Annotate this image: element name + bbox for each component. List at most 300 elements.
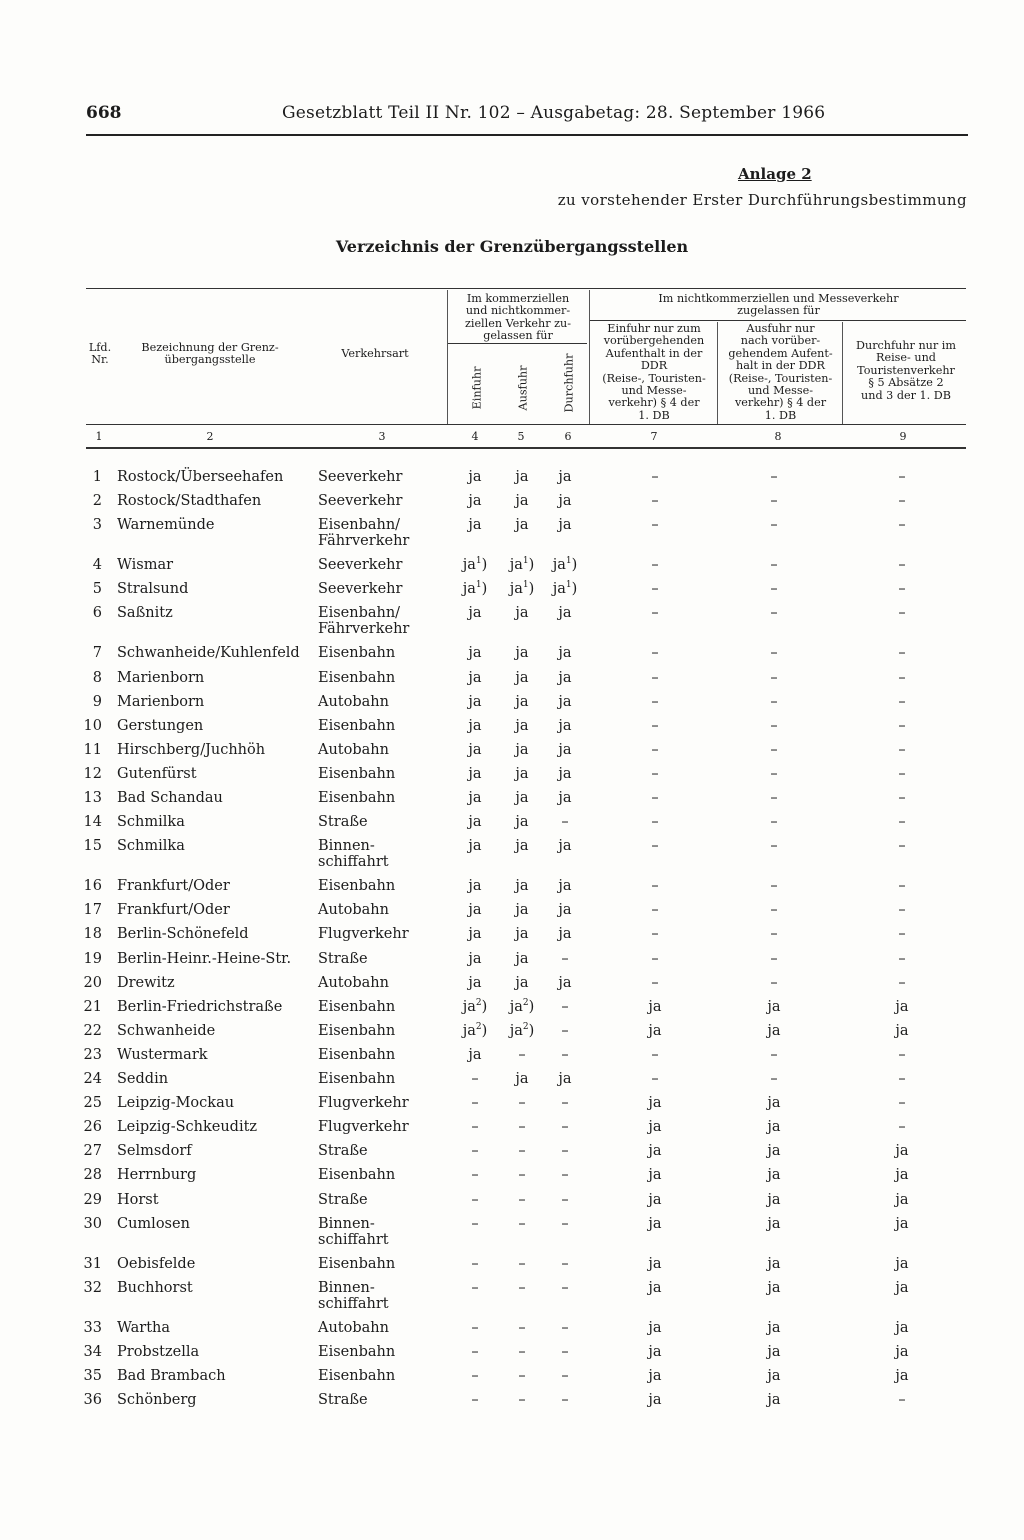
column-number: 6 [564, 430, 572, 443]
cell-9: ja [895, 1319, 909, 1336]
cell-8: ja [767, 1022, 781, 1039]
traffic-type-line: Autobahn [318, 974, 389, 991]
cell-9: ja [895, 1215, 909, 1232]
cell-4: ja [468, 838, 482, 855]
crossing-name: Horst [117, 1191, 159, 1208]
cell-8: ja [767, 1095, 781, 1112]
traffic-type-line: Fährverkehr [318, 621, 410, 638]
cell-4: ja [468, 926, 482, 943]
crossing-name: Wartha [117, 1319, 171, 1336]
header-line: nach vorüber- [740, 334, 821, 348]
cell-6: ja [558, 645, 572, 662]
header-line: Im nichtkommerziellen und Messeverkehr [658, 292, 899, 305]
traffic-type-line: Straße [318, 1392, 368, 1408]
header-line: 1. DB [764, 408, 797, 422]
column-number-rule [86, 447, 966, 449]
table-row [0, 1143, 1024, 1167]
header-bezeichnung [115, 342, 305, 367]
cell-8: – [770, 645, 778, 662]
crossing-name: Wustermark [117, 1046, 208, 1063]
traffic-type-line: Seeverkehr [318, 469, 403, 485]
table-row [0, 878, 1024, 902]
cell-8: ja [767, 1343, 781, 1360]
traffic-type-line: Binnen- [318, 838, 375, 855]
traffic-type-line: Eisenbahn [318, 1367, 396, 1384]
traffic-type [318, 581, 402, 597]
table-row [0, 902, 1024, 926]
column-number: 5 [517, 430, 525, 443]
cell-6: ja [558, 693, 572, 710]
row-number: 14 [83, 814, 102, 831]
crossing-name: Wismar [117, 557, 174, 574]
crossing-name: Marienborn [117, 669, 205, 686]
crossing-name: Schmilka [117, 838, 185, 855]
cell-6: ja [558, 741, 572, 758]
vrule [447, 290, 448, 424]
cell-6: ja [558, 1071, 572, 1087]
traffic-type [318, 1344, 395, 1360]
cell-4: ja [468, 493, 482, 510]
cell-8: ja [767, 1143, 781, 1160]
traffic-type [318, 878, 395, 894]
table-row [0, 926, 1024, 950]
header-line: Touristenverkehr [857, 363, 955, 377]
cell-6: – [561, 1143, 569, 1160]
cell-6: – [561, 1119, 569, 1136]
cell-4: ja [468, 765, 482, 782]
cell-5: – [518, 1367, 526, 1384]
header-line: Einfuhr nur zum [607, 322, 701, 335]
cell-5: – [518, 1143, 526, 1160]
cell-4: ja [468, 741, 482, 758]
cell-9: – [898, 1392, 906, 1408]
crossing-name: Buchhorst [117, 1279, 193, 1296]
row-number: 13 [83, 790, 102, 806]
cell-8: ja [767, 1215, 781, 1232]
cell-8: – [770, 878, 778, 895]
cell-4: ja [468, 469, 482, 485]
cell-7: – [651, 581, 659, 598]
cell-5: ja [515, 517, 529, 534]
header-group-commercial [449, 293, 587, 343]
header-line: § 5 Absätze 2 [868, 376, 944, 390]
cell-7: ja [648, 998, 662, 1015]
cell-7: – [651, 814, 659, 831]
crossing-name: Warnemünde [117, 517, 215, 534]
cell-7: ja [648, 1279, 662, 1296]
crossing-name: Herrnburg [117, 1167, 197, 1184]
traffic-type-line: Eisenbahn [318, 878, 396, 895]
cell-8: – [770, 814, 778, 831]
cell-4: – [471, 1215, 479, 1232]
cell-4: ja [468, 605, 482, 622]
cell-6: ja [558, 765, 572, 782]
traffic-type-line: schiffahrt [318, 1231, 389, 1248]
cell-7: – [651, 790, 659, 806]
table-row [0, 1119, 1024, 1143]
traffic-type-line: Autobahn [318, 1319, 389, 1336]
traffic-type [318, 838, 389, 870]
traffic-type-line: Autobahn [318, 741, 389, 758]
cell-7: – [651, 1046, 659, 1063]
cell-5: – [518, 1392, 526, 1408]
cell-7: ja [648, 1343, 662, 1360]
cell-8: ja [767, 1279, 781, 1296]
table-row [0, 581, 1024, 605]
row-number: 7 [92, 645, 102, 662]
cell-9: – [898, 950, 906, 967]
traffic-type-line: Eisenbahn [318, 717, 396, 734]
traffic-type-line: Straße [318, 1191, 368, 1208]
cell-6: – [561, 1279, 569, 1296]
table-row [0, 814, 1024, 838]
cell-5: – [518, 1319, 526, 1336]
crossing-name: Cumlosen [117, 1215, 190, 1232]
cell-8: ja [767, 1167, 781, 1184]
cell-7: ja [648, 1022, 662, 1039]
traffic-type-line: Straße [318, 814, 368, 831]
table-row [0, 975, 1024, 999]
cell-8: – [770, 1071, 778, 1087]
header-line: gehendem Aufent- [728, 346, 833, 360]
cell-9: ja [895, 1143, 909, 1160]
cell-8: ja [767, 1319, 781, 1336]
cell-8: – [770, 926, 778, 943]
traffic-type [318, 926, 409, 942]
header-line: übergangsstelle [164, 353, 256, 367]
traffic-type [318, 517, 409, 549]
traffic-type [318, 814, 368, 830]
cell-6: – [561, 1191, 569, 1208]
traffic-type-line: Straße [318, 1143, 368, 1160]
header-line: halt in der DDR [736, 359, 825, 373]
document-title: Verzeichnis der Grenzübergangsstellen [335, 237, 689, 256]
traffic-type [318, 742, 389, 758]
table-row [0, 1279, 1024, 1312]
cell-5: – [518, 1119, 526, 1136]
cell-7: – [651, 645, 659, 662]
header-line: verkehr) § 4 der [734, 396, 827, 410]
traffic-type [318, 999, 395, 1015]
traffic-type-line: Seeverkehr [318, 581, 403, 598]
cell-5: ja [515, 741, 529, 758]
cell-5: ja [515, 669, 529, 686]
cell-5: – [518, 1191, 526, 1208]
cell-8: ja [767, 1392, 781, 1408]
cell-9: – [898, 717, 906, 734]
cell-5: ja [515, 645, 529, 662]
cell-9: ja [895, 1022, 909, 1039]
cell-7: – [651, 717, 659, 734]
cell-9: – [898, 517, 906, 534]
traffic-type [318, 1320, 389, 1336]
table-row [0, 1392, 1024, 1416]
traffic-type [318, 605, 409, 637]
column-number: 8 [774, 430, 782, 443]
header-group-noncommercial [591, 293, 966, 318]
crossing-name: Rostock/Überseehafen [117, 469, 284, 485]
table-row [0, 1256, 1024, 1280]
cell-5: – [518, 1167, 526, 1184]
cell-4: ja [468, 814, 482, 831]
header-line: Bezeichnung der Grenz- [141, 341, 279, 354]
crossing-name: Leipzig-Mockau [117, 1095, 235, 1112]
cell-8: – [770, 493, 778, 510]
row-number: 29 [83, 1191, 102, 1208]
cell-9: – [898, 605, 906, 622]
cell-7: ja [648, 1392, 662, 1408]
cell-6: ja [558, 974, 572, 991]
traffic-type [318, 1216, 389, 1248]
header-ausfuhr: Ausfuhr [516, 365, 530, 411]
header-einfuhr: Einfuhr [470, 366, 484, 410]
cell-7: ja [648, 1143, 662, 1160]
header-line: Reise- und [876, 351, 936, 365]
header-line: verkehr) § 4 der [608, 396, 700, 410]
cell-4: ja [468, 517, 482, 534]
row-number: 16 [83, 878, 102, 895]
cell-6: – [561, 1167, 569, 1184]
cell-4: $ja^2$) [462, 997, 488, 1015]
traffic-type-line: Eisenbahn [318, 1167, 396, 1184]
traffic-type [318, 718, 395, 734]
row-number: 21 [83, 998, 102, 1015]
header-line: ziellen Verkehr zu- [464, 316, 572, 330]
cell-6: ja [558, 902, 572, 919]
table-row [0, 1368, 1024, 1392]
traffic-type [318, 1280, 389, 1312]
cell-9: – [898, 926, 906, 943]
cell-9: ja [895, 1255, 909, 1272]
traffic-type [318, 493, 402, 509]
crossing-name: Gutenfürst [117, 765, 197, 782]
cell-7: – [651, 605, 659, 622]
cell-9: – [898, 581, 906, 598]
cell-6: ja [558, 926, 572, 943]
cell-9: ja [895, 1167, 909, 1184]
traffic-type-line: Autobahn [318, 902, 389, 919]
row-number: 36 [83, 1392, 102, 1408]
row-number: 25 [83, 1095, 102, 1112]
cell-7: – [651, 926, 659, 943]
crossing-name: Berlin-Heinr.-Heine-Str. [117, 950, 292, 967]
row-number: 4 [92, 557, 102, 574]
traffic-type-line: Eisenbahn [318, 1343, 396, 1360]
header-line: Lfd. [88, 341, 112, 354]
row-number: 19 [83, 950, 102, 967]
traffic-type-line: Eisenbahn [318, 1071, 396, 1087]
traffic-type-line: Eisenbahn/ [318, 517, 401, 534]
header-line: gelassen für [483, 329, 553, 343]
cell-4: ja [468, 974, 482, 991]
header-line: Nr. [91, 353, 109, 367]
cell-4: ja [468, 878, 482, 895]
cell-7: – [651, 974, 659, 991]
cell-7: – [651, 469, 659, 485]
traffic-type [318, 790, 395, 806]
row-number: 34 [83, 1343, 102, 1360]
table-row [0, 517, 1024, 550]
table-row [0, 790, 1024, 814]
header-line: vorübergehenden [603, 334, 705, 348]
cell-9: – [898, 878, 906, 895]
cell-4: – [471, 1167, 479, 1184]
cell-5: $ja^1$) [509, 556, 535, 574]
row-number: 5 [92, 581, 102, 598]
cell-6: – [561, 1343, 569, 1360]
traffic-type [318, 1119, 409, 1135]
cell-8: – [770, 950, 778, 967]
traffic-type-line: Flugverkehr [318, 1095, 409, 1112]
cell-4: – [471, 1071, 479, 1087]
traffic-type-line: Flugverkehr [318, 1119, 409, 1136]
cell-5: ja [515, 1071, 529, 1087]
table-row [0, 557, 1024, 581]
vrule [842, 322, 843, 424]
cell-9: – [898, 669, 906, 686]
traffic-type [318, 670, 395, 686]
table-row [0, 742, 1024, 766]
table-row [0, 645, 1024, 669]
crossing-name: Berlin-Friedrichstraße [117, 998, 283, 1015]
crossing-name: Schwanheide [117, 1022, 216, 1039]
table-row [0, 1047, 1024, 1071]
crossing-name: Leipzig-Schkeuditz [117, 1119, 258, 1136]
cell-6: ja [558, 469, 572, 485]
cell-9: – [898, 741, 906, 758]
cell-4: – [471, 1319, 479, 1336]
cell-5: ja [515, 717, 529, 734]
cell-9: – [898, 974, 906, 991]
header-line: 1. DB [638, 408, 670, 422]
traffic-type-line: Eisenbahn [318, 998, 396, 1015]
cell-8: – [770, 765, 778, 782]
cell-5: ja [515, 493, 529, 510]
header-durchfuhr: Durchfuhr [562, 353, 576, 413]
crossing-name: Marienborn [117, 693, 205, 710]
traffic-type-line: Eisenbahn/ [318, 605, 401, 622]
vrule [717, 322, 718, 424]
cell-8: – [770, 1046, 778, 1063]
cell-7: – [651, 693, 659, 710]
traffic-type-line: Eisenbahn [318, 669, 396, 686]
vrule [589, 290, 590, 424]
subgroup-rule-right [589, 320, 966, 321]
cell-4: – [471, 1191, 479, 1208]
traffic-type [318, 951, 368, 967]
header-col7 [591, 323, 717, 422]
cell-4: ja [468, 645, 482, 662]
header-line: Durchfuhr nur im [856, 339, 956, 352]
cell-8: – [770, 669, 778, 686]
table-row [0, 605, 1024, 638]
cell-8: ja [767, 998, 781, 1015]
traffic-type [318, 557, 402, 573]
table-row [0, 1192, 1024, 1216]
table-row [0, 838, 1024, 871]
cell-4: – [471, 1367, 479, 1384]
cell-6: ja [558, 493, 572, 510]
traffic-type-line: Eisenbahn [318, 790, 396, 806]
cell-9: – [898, 1046, 906, 1063]
cell-4: – [471, 1143, 479, 1160]
cell-7: – [651, 493, 659, 510]
cell-4: ja [468, 693, 482, 710]
header-line: und 3 der 1. DB [861, 388, 951, 402]
row-number: 24 [83, 1071, 102, 1087]
traffic-type-line: Flugverkehr [318, 926, 409, 943]
cell-6: ja [558, 790, 572, 806]
cell-8: – [770, 902, 778, 919]
traffic-type-line: Eisenbahn [318, 765, 396, 782]
table-row [0, 493, 1024, 517]
crossing-name: Berlin-Schönefeld [117, 926, 249, 943]
cell-6: – [561, 1215, 569, 1232]
traffic-type [318, 1023, 395, 1039]
cell-6: – [561, 1095, 569, 1112]
cell-9: – [898, 902, 906, 919]
cell-8: – [770, 557, 778, 574]
cell-9: – [898, 838, 906, 855]
cell-6: – [561, 1046, 569, 1063]
table-row [0, 1320, 1024, 1344]
row-number: 18 [83, 926, 102, 943]
traffic-type-line: schiffahrt [318, 854, 389, 871]
table-row [0, 1095, 1024, 1119]
traffic-type [318, 645, 395, 661]
cell-4: – [471, 1095, 479, 1112]
header-bottom-rule [86, 424, 966, 425]
traffic-type-line: Autobahn [318, 693, 389, 710]
cell-5: ja [515, 950, 529, 967]
cell-4: ja [468, 950, 482, 967]
cell-9: ja [895, 1191, 909, 1208]
page-number: 668 [86, 103, 122, 123]
crossing-name: Seddin [117, 1071, 169, 1087]
cell-8: – [770, 838, 778, 855]
row-number: 3 [92, 517, 102, 534]
cell-6: – [561, 1392, 569, 1408]
header-line: (Reise-, Touristen- [728, 371, 833, 385]
crossing-name: Schmilka [117, 814, 185, 831]
traffic-type [318, 766, 395, 782]
traffic-type [318, 1256, 395, 1272]
traffic-type-line: Eisenbahn [318, 1046, 396, 1063]
cell-9: – [898, 557, 906, 574]
cell-7: – [651, 669, 659, 686]
traffic-type-line: Eisenbahn [318, 1022, 396, 1039]
cell-9: – [898, 693, 906, 710]
cell-5: ja [515, 838, 529, 855]
row-number: 17 [83, 902, 102, 919]
crossing-name: Selmsdorf [117, 1143, 192, 1160]
cell-6: – [561, 1022, 569, 1039]
crossing-name: Hirschberg/Juchhöh [117, 741, 266, 758]
cell-7: – [651, 1071, 659, 1087]
table-row [0, 951, 1024, 975]
row-number: 31 [83, 1255, 102, 1272]
table-row [0, 1215, 1024, 1248]
header-lfd-nr [82, 342, 118, 367]
cell-5: ja [515, 469, 529, 485]
cell-7: ja [648, 1255, 662, 1272]
cell-7: ja [648, 1367, 662, 1384]
header-rule [86, 134, 968, 136]
header-line: (Reise-, Touristen- [602, 371, 706, 385]
cell-8: ja [767, 1367, 781, 1384]
cell-4: $ja^1$) [462, 556, 488, 574]
subgroup-rule-left [447, 343, 587, 344]
